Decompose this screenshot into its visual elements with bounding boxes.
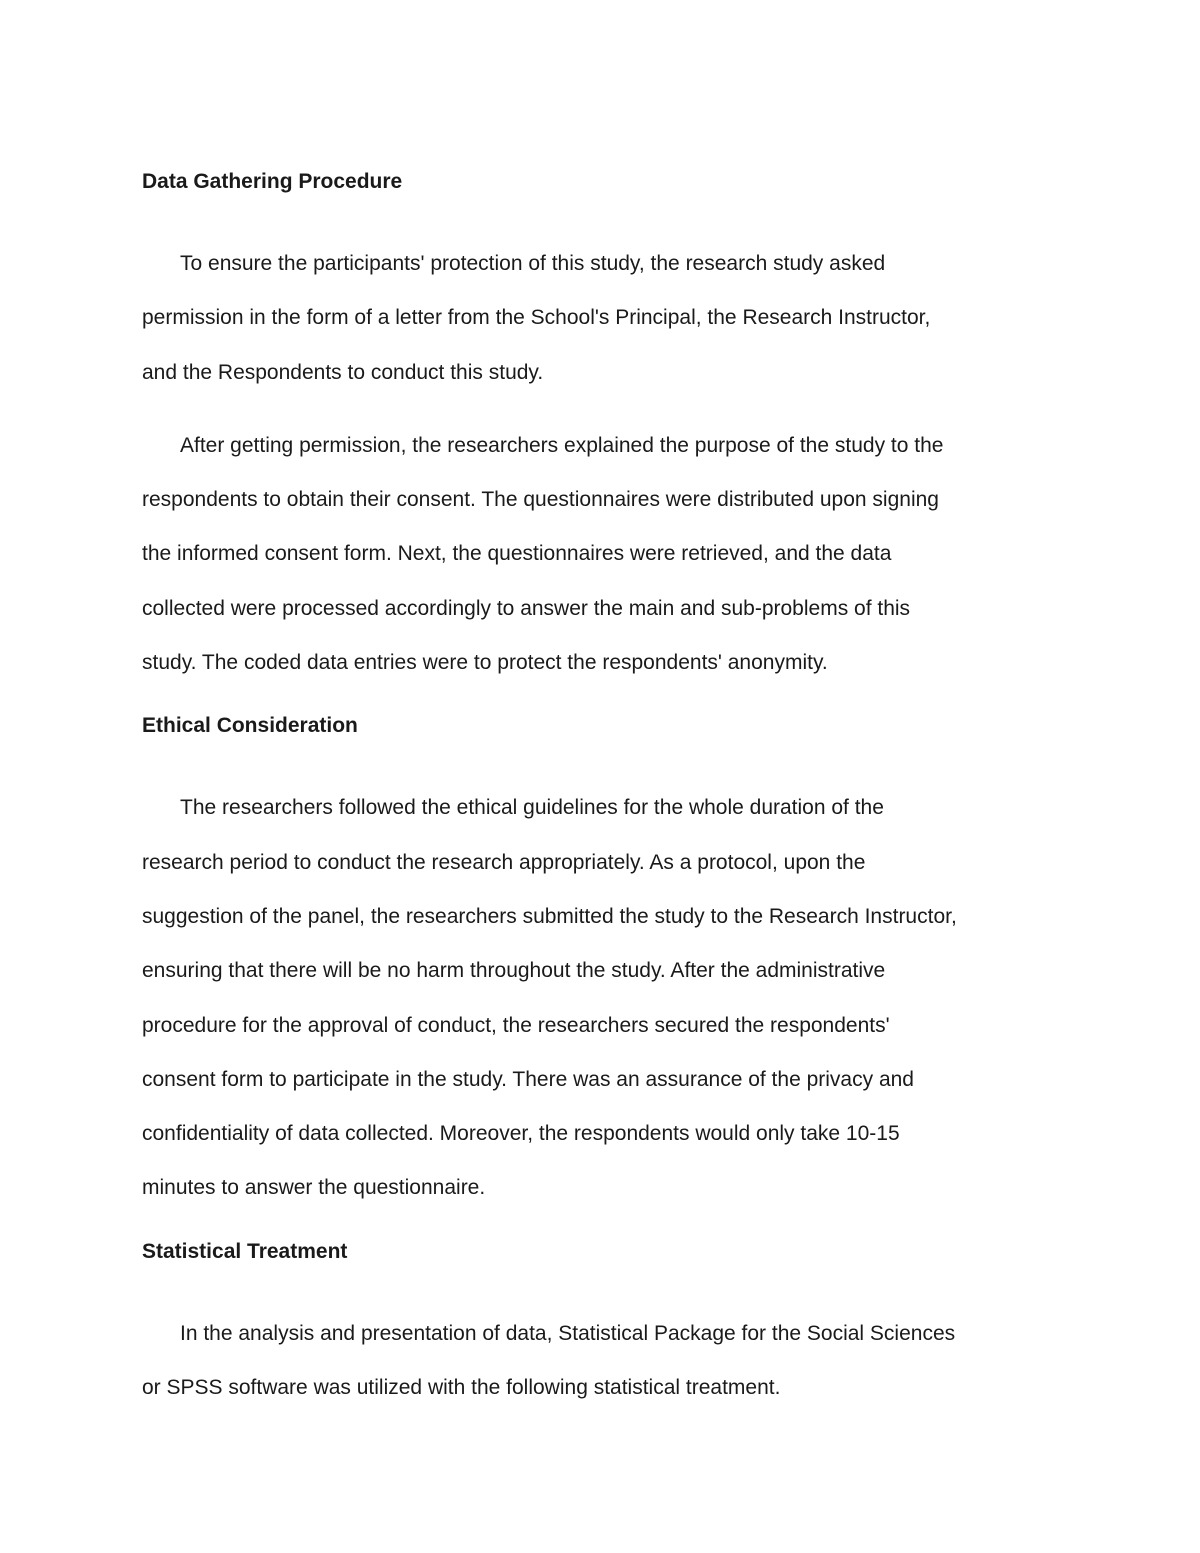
paragraph-line: research period to conduct the research appropriately. As a protocol, upon the [142,850,866,874]
paragraph-line: respondents to obtain their consent. The questionnaires were distributed upon signing [142,488,939,512]
section-heading-data-gathering: Data Gathering Procedure [142,170,403,193]
document-body [142,163,1062,1415]
paragraph-line: consent form to participate in the study. There was an assurance of the privacy and [142,1067,914,1091]
paragraph-participant-protection [142,237,1062,400]
paragraph-line: confidentiality of data collected. Moreover, the respondents would only take 10-15 [142,1122,900,1146]
paragraph-line: In the analysis and presentation of data, Statistical Package for the Social Sciences [180,1321,956,1345]
paragraph-permission-consent [142,419,1062,690]
paragraph-line: The researchers followed the ethical guidelines for the whole duration of the [180,796,884,820]
section-heading-statistical-treatment: Statistical Treatment [142,1239,348,1263]
paragraph-line: or SPSS software was utilized with the following statistical treatment. [142,1376,781,1400]
paragraph-line: To ensure the participants' protection of this study, the research study asked [180,252,886,275]
paragraph-line: permission in the form of a letter from the School's Principal, the Research Instructor, [142,306,931,330]
paragraph-ethical-guidelines [142,781,1062,1215]
paragraph-line: procedure for the approval of conduct, the researchers secured the respondents' [142,1013,890,1037]
paragraph-line: study. The coded data entries were to protect the respondents' anonymity. [142,651,828,675]
paragraph-line: the informed consent form. Next, the questionnaires were retrieved, and the data [142,542,892,566]
section-heading-ethical-consideration: Ethical Consideration [142,714,358,738]
paragraph-line: suggestion of the panel, the researchers submitted the study to the Research Instructor, [142,904,957,928]
paragraph-line: collected were processed accordingly to answer the main and sub-problems of this [142,596,911,620]
paragraph-line: ensuring that there will be no harm throughout the study. After the administrative [142,959,886,983]
paragraph-spss-analysis [142,1307,1062,1416]
paragraph-line: minutes to answer the questionnaire. [142,1176,486,1200]
paragraph-line: and the Respondents to conduct this study. [142,360,544,384]
paragraph-line: After getting permission, the researchers explained the purpose of the study to the [180,433,944,457]
